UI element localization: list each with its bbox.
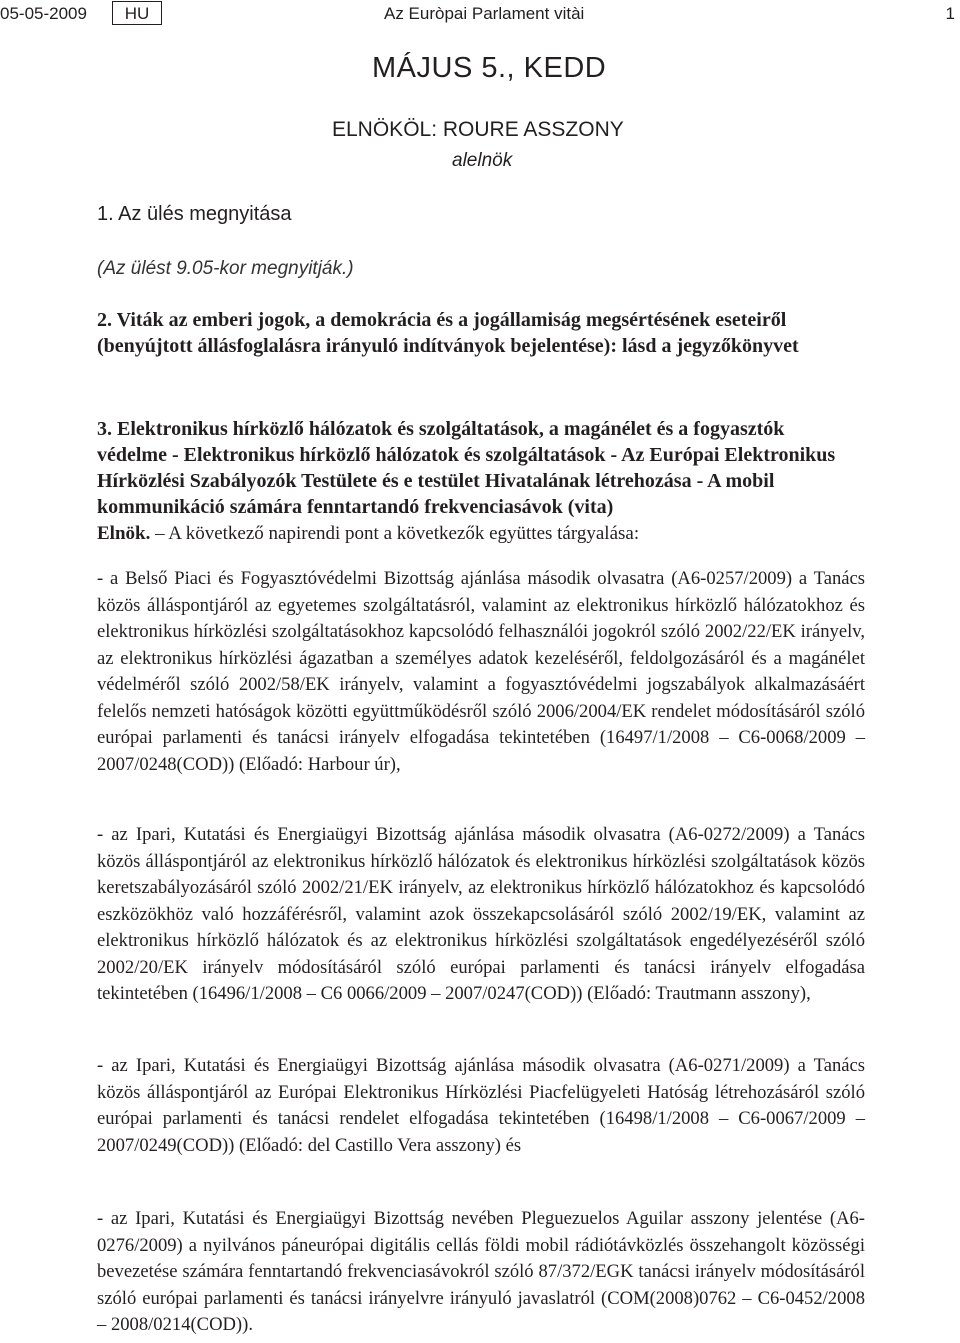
agenda-paragraph-2: - az Ipari, Kutatási és Energiaügyi Bizottság ajánlása második olvasatra (A6-0272/2009) a Tanács közös álláspontjáról az elektronikus hírközlő hálózatok és elektronikus hírközlési szolgáltatások közös keretszabályozásáról szóló 2002/21/EK irányelv, az elektronikus hírközlő hálózatokhoz és kapcsolódó eszközökhöz való hozzáférésről, valamint azok összekapcsolásáról szóló 2002/19/EK, valamint az elektronikus hírközlő hálózatok és az elektronikus hírközlési szolgáltatások engedélyezéséről szóló 2002/20/EK irányelv módosításáról szóló európai parlamenti és tanácsi irányelv elfogadása tekintetében (16496/1/2008 – C6 0066/2009 – 2007/0247(COD)) (Előadó: Trautmann asszony), — [97, 824, 865, 1004]
agenda-paragraph-3: - az Ipari, Kutatási és Energiaügyi Bizottság ajánlása második olvasatra (A6-0271/2009) a Tanács közös álláspontjáról az Európai Elektronikus Hírközlési Piacfelügyeleti Hatóság létrehozásáról szóló európai parlamenti és tanácsi rendelet elfogadása tekintetében (16498/1/2008 – C6-0067/2009 – 2007/0249(COD)) (Előadó: del Castillo Vera asszony) és — [97, 1055, 865, 1156]
opening-note: (Az ülést 9.05-kor megnyitják.) — [97, 258, 354, 279]
speaker-name: Elnök. — [97, 523, 151, 544]
item-1-title: 1. Az ülés megnyitása — [97, 203, 292, 225]
page-number: 1 — [945, 4, 955, 23]
publication-title: Az Euròpai Parlament vitài — [384, 4, 585, 23]
agenda-paragraph-4: - az Ipari, Kutatási és Energiaügyi Bizottság nevében Pleguezuelos Aguilar asszony jelentése (A6-0276/2009) a nyilvános páneurópai digitális cellás földi mobil rádiótávközlés összehangolt közösségi bevezetése számára fenntartandó frekvenciasávokról szóló 87/372/EGK tanácsi irányelv módosításáról szóló európai parlamenti és tanácsi irányelvre irányuló javaslatról (COM(2008)0762 – C6-0452/2008 – 2008/0214(COD)). — [97, 1208, 865, 1335]
president-statement — [97, 523, 639, 545]
page-header — [0, 0, 960, 28]
item-2-title: 2. Viták az emberi jogok, a demokrácia és a jogállamiság megsértésének eseteiről (benyújtott állásfoglalásra irányuló indítványok bejelentése): lásd a jegyzőkönyvet — [97, 309, 799, 357]
language-badge: HU — [112, 1, 162, 25]
item-3-title: 3. Elektronikus hírközlő hálózatok és szolgáltatások, a magánélet és a fogyasztók védelme - Elektronikus hírközlő hálózatok és szolgáltatások - Az Európai Elektronikus Hírközlési Szabályozók Testülete és e testület Hivatalának létrehozása - A mobil kommunikáció számára fenntartandó frekvenciasávok (vita) — [97, 418, 836, 518]
header-date: 05-05-2009 — [0, 4, 87, 23]
chair-line: ELNÖKÖL: ROURE ASSZONY — [332, 118, 624, 141]
chair-role: alelnök — [452, 150, 513, 171]
agenda-paragraph-1: - a Belső Piaci és Fogyasztóvédelmi Bizottság ajánlása második olvasatra (A6-0257/2009) a Tanács közös álláspontjáról az egyetemes szolgáltatásról, valamint az elektronikus hírközlő hálózatokhoz és elektronikus hírközlési szolgáltatásokhoz kapcsolódó felhasználói jogokról szóló 2002/22/EK irányelv, az elektronikus hírközlési ágazatban a személyes adatok kezeléséről, feldolgozásáról és a magánélet védelméről szóló 2002/58/EK irányelv, valamint a fogyasztóvédelmi jogszabályok alkalmazásáért felelős nemzeti hatóságok közötti együttműködésről szóló 2006/2004/EK rendelet módosításáról szóló európai parlamenti és tanácsi irányelv elfogadása tekintetében (16497/1/2008 – C6-0068/2009 – 2007/0248(COD)) (Előadó: Harbour úr), — [97, 568, 865, 775]
speaker-text: – A következő napirendi pont a következők együttes tárgyalása: — [155, 523, 640, 544]
day-title: MÁJUS 5., KEDD — [372, 52, 607, 84]
